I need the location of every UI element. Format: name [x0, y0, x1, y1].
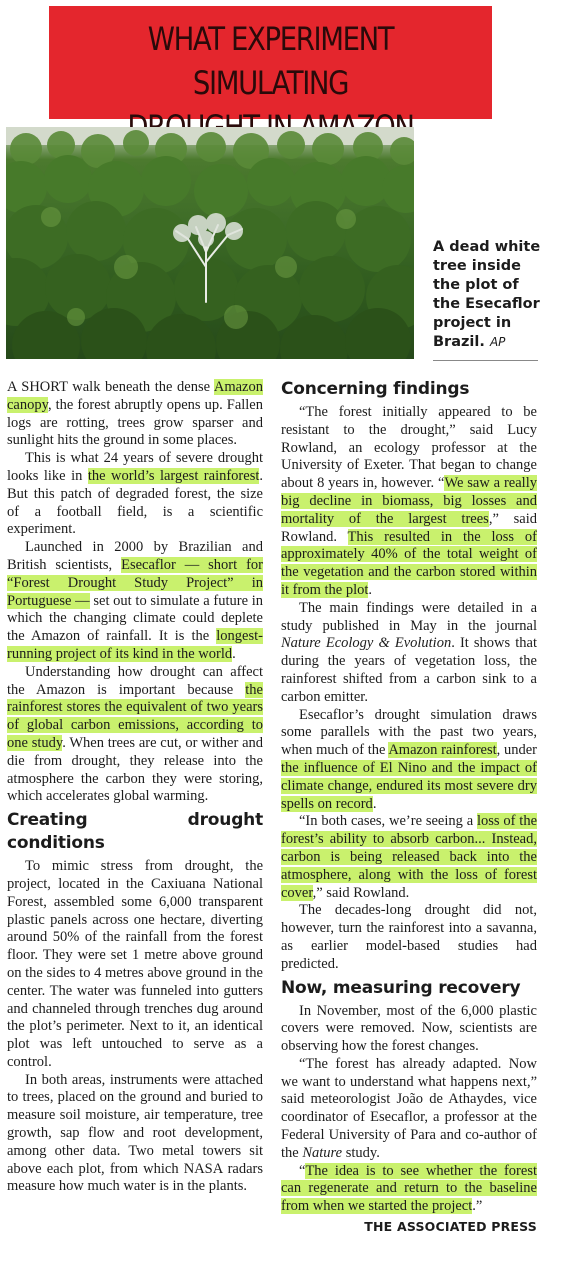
paragraph-5: To mimic stress from drought, the project, located in the Caxiuana National Forest, assembled some 6,000 transparent plastic panels across one hectare, diverting around 50% of the rainfall from the forest floor. They were set 1 metre above ground on the sides to 4 metres above ground in the center. The water was funneled into gutters and channeled through trenches dug around the plot’s perimeter. Next to it, an identical plot was left untouched to serve as a control. — [7, 858, 263, 1070]
headline-line-1: WHAT EXPERIMENT SIMULATING — [147, 20, 394, 102]
byline-signature: THE ASSOCIATED PRESS — [364, 1219, 537, 1235]
photo-caption — [433, 238, 541, 352]
paragraph-2: This is what 24 years of severe drought looks like in the world’s largest rainforest. But this patch of degraded forest, the size of a football field, is a scientific experiment. — [7, 450, 263, 538]
paragraph-13: “The forest has already adapted. Now we want to understand what happens next,” said meteorologist João de Athaydes, vice coordinator of Esecaflor, a professor at the Federal University of Para and co-author of the Nature study. — [281, 1055, 537, 1161]
article-column-left — [7, 379, 263, 1196]
paragraph-7: “The forest initially appeared to be resistant to the drought,” said Lucy Rowland, an ecology professor at the University of Exeter. That began to change about 8 years in, however. “We saw a really big decline in biomass, big losses and mortality of the largest trees,” said Rowland. This resulted in the loss of approximately 40% of the total weight of the vegetation and the carbon stored within it from the plot. — [281, 404, 538, 598]
subhead-concerning-findings: Concerning findings — [281, 379, 470, 399]
headline-banner — [49, 6, 492, 119]
caption-text: A dead white tree inside the plot of the Esecaflor project in Brazil. — [433, 239, 541, 350]
paragraph-10: “In both cases, we’re seeing a loss of the forest’s ability to absorb carbon... Instead, carbon is being released back into the atmosphere, along with the loss of forest cover,” said Rowland. — [281, 813, 538, 901]
paragraph-14: “The idea is to see whether the forest can regenerate and return to the baseline from when we started the project.” — [281, 1162, 537, 1215]
forest-photo — [6, 127, 414, 359]
paragraph-11: The decades-long drought did not, however, turn the rainforest into a savanna, as earlier model-based studies had predicted. — [281, 902, 537, 972]
caption-credit: AP — [489, 335, 506, 349]
subhead-creating-drought: Creating drought conditions — [7, 810, 263, 854]
paragraph-9: Esecaflor’s drought simulation draws some parallels with the past two years, when much of the Amazon rainforest, under the influence of El Nino and the impact of climate change, endured its most severe dry spells on record. — [281, 706, 537, 812]
article-column-right — [281, 378, 537, 1236]
paragraph-3: Launched in 2000 by Brazilian and British scientists, Esecaflor — short for “Forest Drought Study Project” in Portuguese — set out to simulate a future in which the changing climate could deplete the Amazon of rainfall. It is the longest-running project of its kind in the world. — [7, 539, 263, 662]
paragraph-1: A SHORT walk beneath the dense Amazon canopy, the forest abruptly opens up. Fallen logs are rotting, trees grow sparser and sunlight hits the ground in some places. — [7, 379, 263, 449]
paragraph-8: The main findings were detailed in a study published in May in the journal Nature Ecology & Evolution. It shows that during the years of vegetation loss, the rainforest shifted from a carbon sink to a carbon emitter. — [281, 599, 538, 705]
caption-divider — [433, 360, 538, 361]
paragraph-6: In both areas, instruments were attached to trees, placed on the ground and buried to measure soil moisture, air temperature, tree growth, sap flow and root development, among other data. Two metal towers sit above each plot, from which NASA radars measure how much water is in the plants. — [7, 1071, 263, 1195]
subhead-measuring-recovery: Now, measuring recovery — [281, 977, 521, 998]
paragraph-12: In November, most of the 6,000 plastic covers were removed. Now, scientists are observing how the forest changes. — [281, 1002, 537, 1055]
paragraph-4: Understanding how drought can affect the Amazon is important because the rainforest stores the equivalent of two years of global carbon emissions, according to one study. When trees are cut, or wither and die from drought, they release into the atmosphere the carbon they were storing, which accelerates global warming. — [7, 663, 263, 805]
forest-canopy-image — [6, 127, 414, 359]
